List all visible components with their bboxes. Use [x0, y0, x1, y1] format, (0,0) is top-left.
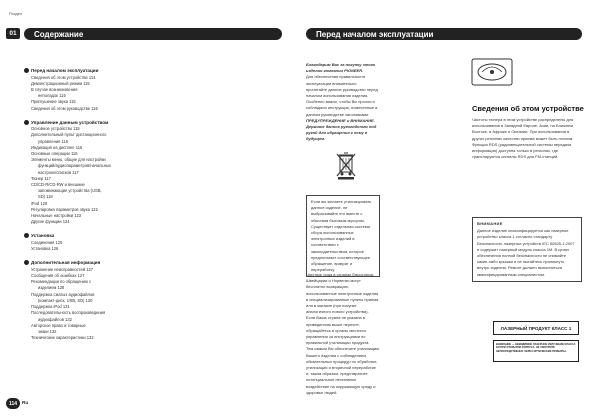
disposal-paragraph: Частные лица в странах Евросоюза, Швейцарии и Норвегии могут бесплатно возвращать использованные электронные изделия в специализированные пункты приема или в магазин (при покупке аналогичного нового устройства). — [306, 272, 379, 315]
toc-entry[interactable]: Начальные настройки 123 — [31, 213, 82, 219]
section-label: Раздел — [9, 11, 23, 16]
toc-entry[interactable]: Дополнительный пульт дистанционного — [31, 132, 107, 138]
intro-block — [306, 62, 378, 143]
toc-entry[interactable]: Демонстрационный режим 115 — [31, 80, 90, 86]
toc-entry[interactable]: Приглушение звука 115 — [31, 99, 76, 105]
section-header-title: Перед началом эксплуатации — [316, 29, 434, 39]
toc-entry[interactable]: Тюнер 117 — [31, 175, 51, 181]
toc-heading[interactable] — [24, 260, 279, 265]
disposal-details — [306, 272, 380, 396]
toc-entry[interactable]: Технические характеристики 132 — [31, 335, 94, 341]
toc-entry[interactable]: Сообщения об ошибках 127 — [31, 273, 85, 279]
toc-entry[interactable]: Индикация на дисплее 116 — [31, 144, 83, 150]
page-number: 114 — [6, 398, 20, 409]
toc-heading[interactable] — [24, 68, 279, 73]
toc-entry[interactable]: Основные операции 116 — [31, 151, 78, 157]
toc-entry[interactable]: знаки 132 — [38, 328, 57, 334]
toc-heading-label: Установка — [31, 233, 55, 239]
section-bullet-icon — [24, 120, 29, 125]
intro-bold-tail: ПРЕДУПРЕЖДЕНИЕ и ВНИМАНИЕ. Держите данное руководство под рукой для обращения к нему в будущем. — [306, 117, 377, 142]
toc-entry[interactable]: функций/аудиопараметров/начальных — [38, 163, 111, 169]
section-bullet-icon — [24, 233, 29, 238]
toc-entry[interactable]: настроек/списков 117 — [38, 169, 79, 175]
toc-entry[interactable]: Устранение неисправностей 127 — [31, 266, 94, 272]
toc-entry[interactable]: SD) 119 — [38, 194, 53, 200]
toc-heading-label: Дополнительная информация — [31, 260, 101, 266]
table-of-contents — [24, 68, 279, 349]
disposal-paragraph: Тем самым Вы обеспечите утилизацию Вашего изделия с соблюдением обязательных процедур по обработке, утилизации и вторичной переработке и, таким образом, предотвратите потенциальное негативное воздействие на окружающую среду и здоровье людей. — [306, 346, 380, 395]
laser-class-label: ЛАЗЕРНЫЙ ПРОДУКТ КЛАСС 1 — [493, 321, 579, 335]
toc-heading[interactable] — [24, 120, 279, 125]
disposal-notice: Если вы желаете утилизировать данное изделие, не выбрасывайте его вместе с обычным бытовым мусором. Существует отдельная система сбора использованных электронных изделий в соответствии с законодательством, которое предполагает соответствующее обращение, возврат и переработку. — [306, 195, 380, 277]
toc-entry[interactable]: неполадок 115 — [38, 93, 66, 99]
toc-entry[interactable]: В случае возникновения — [31, 86, 78, 92]
toc-entry[interactable]: Рекомендации по обращению с — [31, 279, 92, 285]
toc-entry[interactable]: Регулировка параметров звука 122 — [31, 206, 98, 212]
toc-group — [24, 120, 279, 226]
section-number-badge: 01 — [6, 28, 20, 39]
toc-heading-label: Управление данным устройством — [31, 119, 109, 125]
intro-lead: Благодарим Вас за покупку этого изделия компании PIONEER. — [306, 62, 376, 74]
toc-header-title: Содержание — [34, 29, 84, 39]
language-code: Ru — [22, 400, 29, 405]
laser-warning-label: ВНИМАНИЕ — НЕВИДИМОЕ ЛАЗЕРНОЕ ИЗЛУЧЕНИЕ КЛАССА 1M ПРИ ОТКРЫТИИ КОРПУСА. НЕ СМОТРИТЕ НЕПОСРЕДСТВЕННО ЧЕРЕЗ ОПТИЧЕСКИЕ ПРИБОРЫ. — [493, 340, 579, 362]
section-bullet-icon — [24, 260, 29, 265]
toc-entry[interactable]: Соединения 125 — [31, 239, 63, 245]
warning-title: ВНИМАНИЕ — [477, 221, 503, 226]
laser-warning-box — [472, 217, 582, 282]
toc-entry[interactable]: Установка 126 — [31, 246, 59, 252]
toc-entry[interactable]: Поддержка сжатых аудиофайлов — [31, 291, 95, 297]
toc-entry[interactable]: Сведения об этом устройстве 114 — [31, 74, 96, 80]
warning-body: Данное изделие классифицируется как лазерное устройство класса 1 согласно стандарту Безопасность лазерных устройств IEC 60825-1:2007 и содержит лазерный модуль класса 1M. В целях обеспечения полной безопасности не снимайте какие-либо крышки и не пытайтесь проникнуть внутрь изделия. Ремонт должен выполняться квалифицированным специалистом. — [477, 228, 575, 277]
toc-entry[interactable]: Основное устройство 115 — [31, 126, 80, 132]
toc-entry[interactable]: Другие функции 124 — [31, 219, 70, 225]
about-body: Частоты тюнера в этом устройстве распределены для использования в Западной Европе, Азии, на Ближнем Востоке, в Африке и Океании. При использовании в других регионах качество приема может быть плохим. Функция RDS (радиовещательной системы передачи информации) доступна только в регионах, где транслируются сигналы RDS для FM-станций. — [472, 117, 574, 160]
toc-heading[interactable] — [24, 233, 279, 238]
product-disc-logo-icon — [471, 58, 513, 86]
toc-entry[interactable]: Элементы меню, общие для настройки — [31, 157, 106, 163]
toc-header — [24, 28, 282, 40]
toc-entry[interactable]: запоминающие устройства (USB, — [38, 188, 102, 194]
disposal-paragraph: Если Ваша страна не указана в приведенном выше перечне, обращайтесь в органы местного управления за инструкциями по правильной утилизации продукта. — [306, 315, 370, 346]
toc-entry[interactable]: Поддержка iPod 131 — [31, 304, 70, 310]
toc-entry[interactable]: Последовательность воспроизведения — [31, 310, 106, 316]
crossed-bin-icon — [335, 150, 357, 180]
toc-entry[interactable]: CD/CD-R/CD-RW и внешние — [31, 182, 85, 188]
toc-entry[interactable]: управления 115 — [38, 138, 68, 144]
toc-entry[interactable]: iPod 120 — [31, 200, 48, 206]
toc-group — [24, 260, 279, 341]
toc-entry[interactable]: изделием 128 — [38, 285, 65, 291]
toc-entry[interactable]: аудиофайлов 132 — [38, 316, 72, 322]
toc-entry[interactable]: Сведения об этом руководстве 115 — [31, 105, 98, 111]
toc-group — [24, 233, 279, 252]
intro-body: Для обеспечения правильности эксплуатации внимательно прочитайте данное руководство перед началом использования изделия. Особенно важно, чтобы Вы прочли и соблюдали инструкции, помеченные в данном руководстве заголовками — [306, 74, 378, 117]
toc-entry[interactable]: (компакт-диск, USB, SD) 130 — [38, 297, 93, 303]
section-header — [306, 28, 582, 40]
toc-group — [24, 68, 279, 112]
about-title: Сведения об этом устройстве — [472, 104, 584, 113]
toc-heading-label: Перед началом эксплуатации — [31, 68, 99, 73]
toc-entry[interactable]: Авторское право и товарные — [31, 322, 86, 328]
section-bullet-icon — [24, 68, 29, 73]
